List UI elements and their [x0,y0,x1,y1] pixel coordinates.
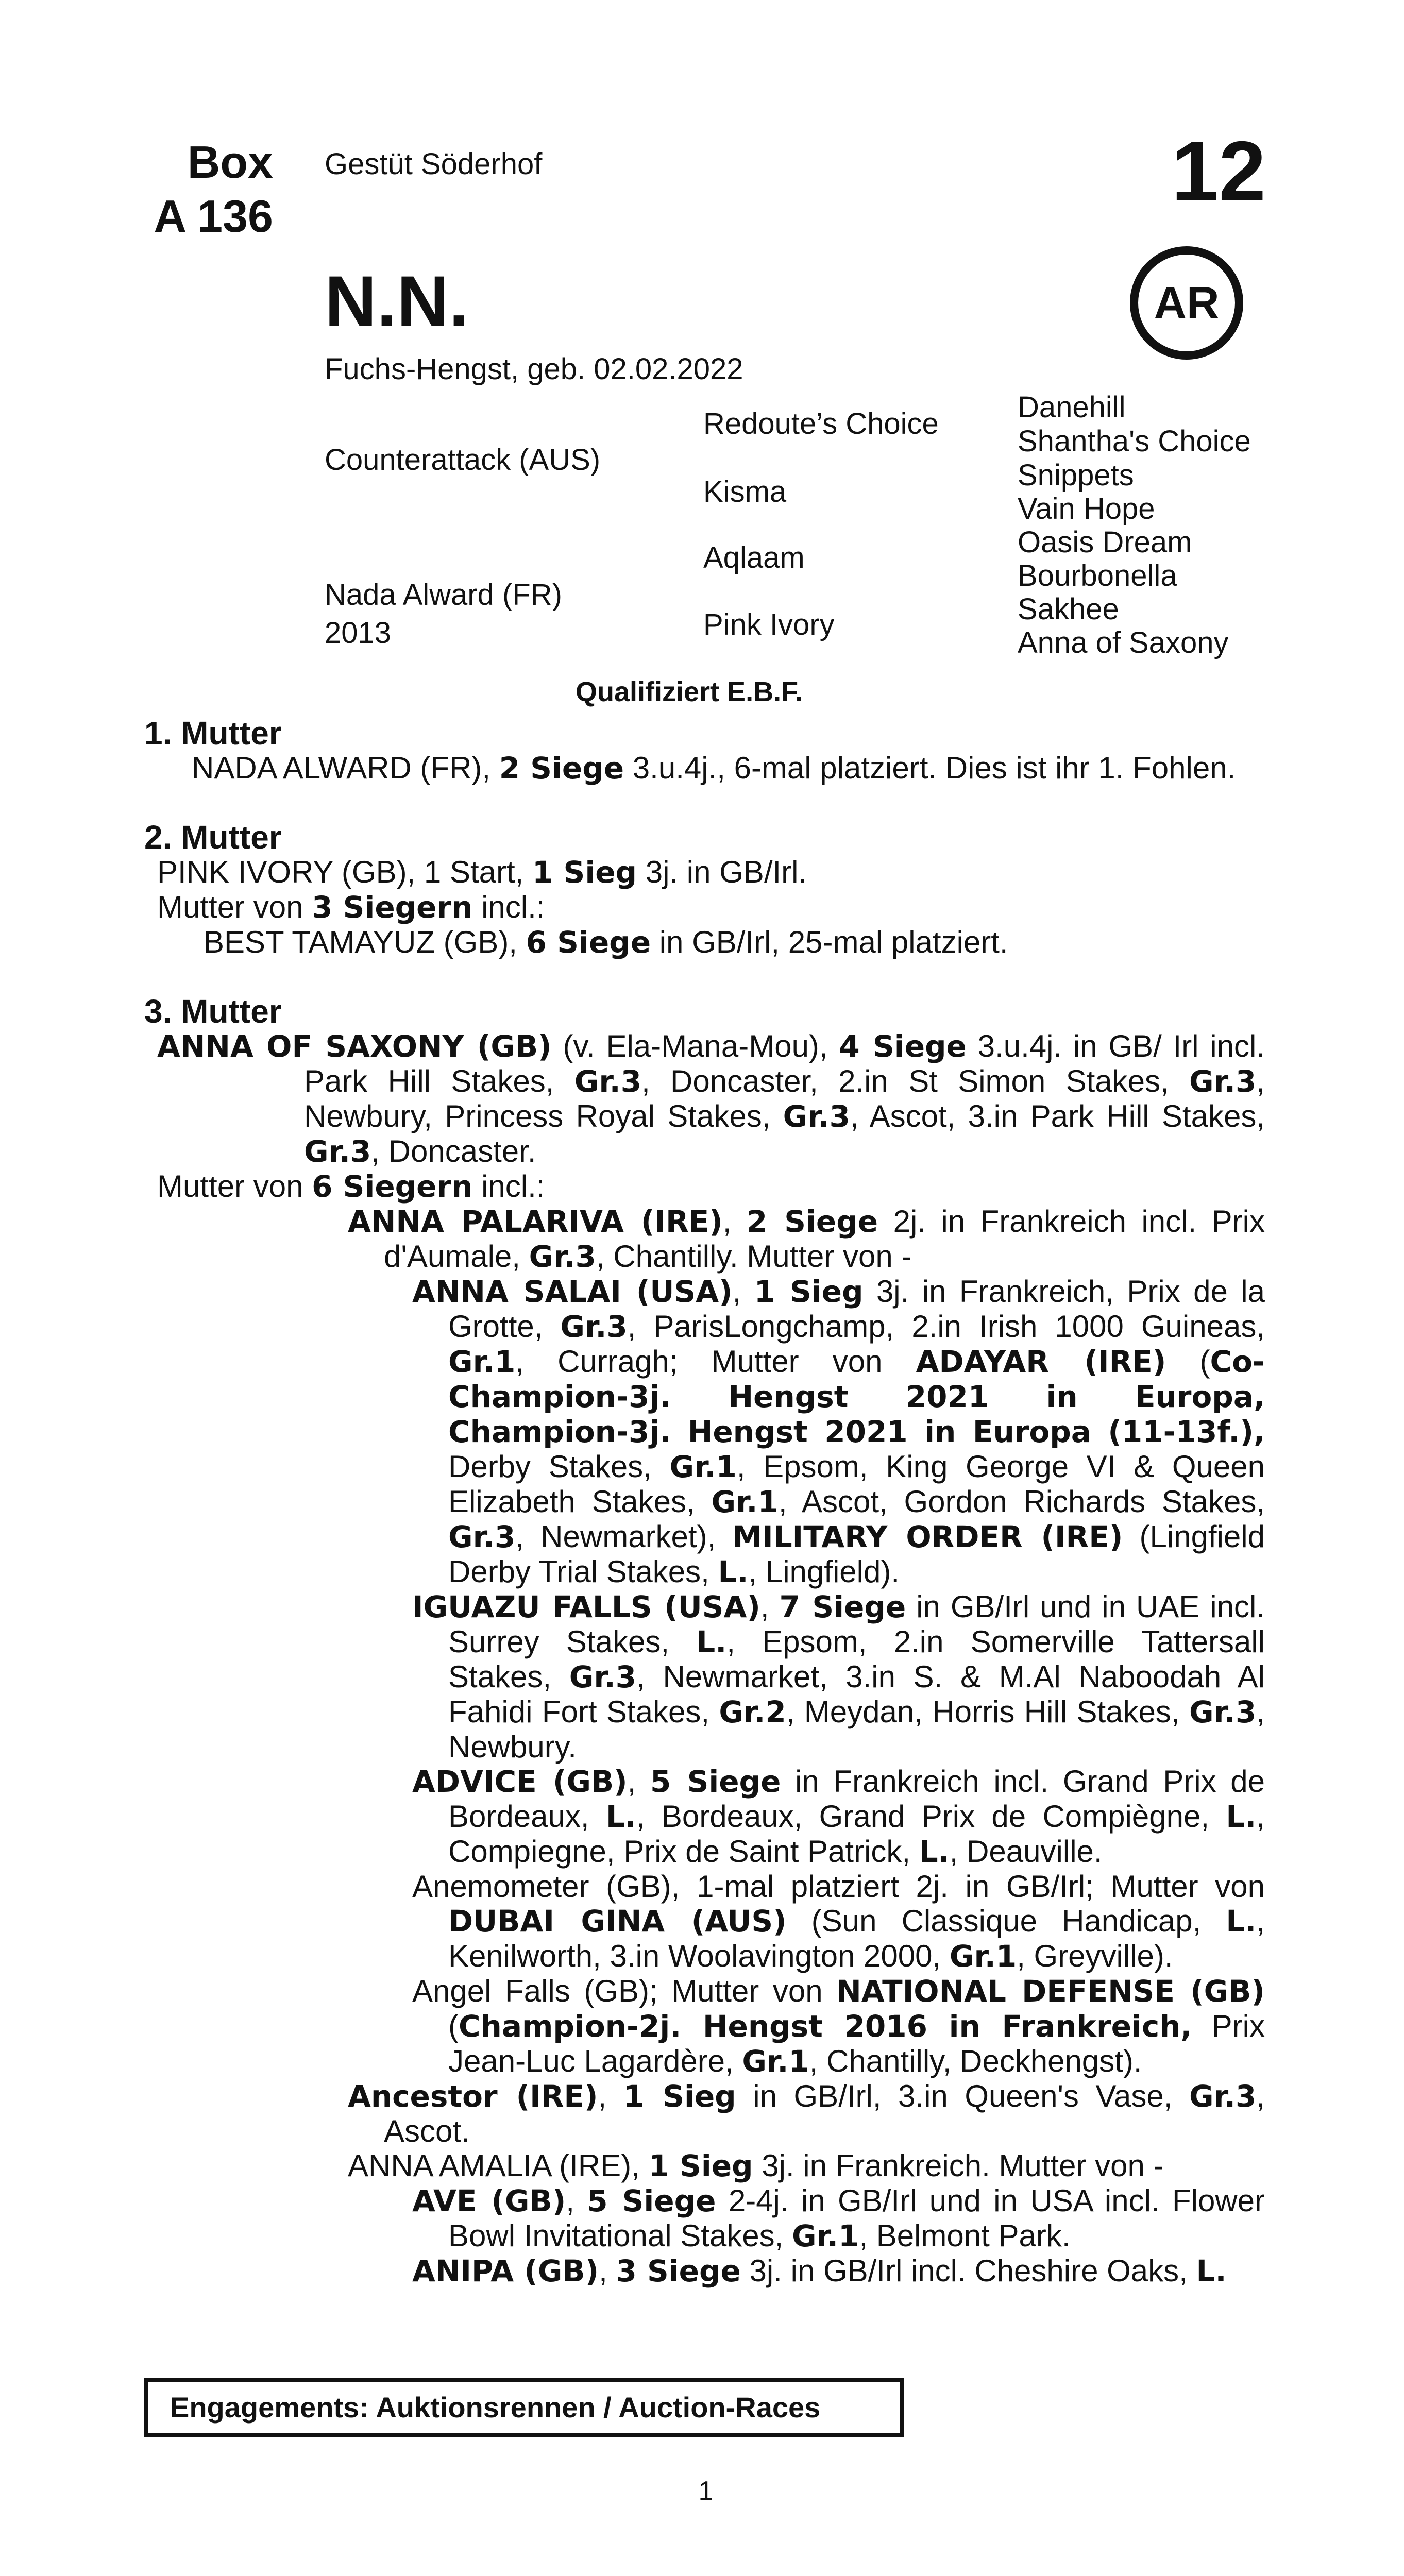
second-dam-produce: Mutter von 3 Siegern incl.: [157,890,545,925]
produce-entry: IGUAZU FALLS (USA), 7 Siege in GB/Irl und in UAE incl. Surrey Stakes, L., Epsom, 2.in Somerville Tattersall Stakes, Gr.3, Newmarket, 3.in S. & M.Al Naboodah Al Fahidi Fort Stakes, Gr.2, Meydan, Horris Hill Stakes, Gr.3, Newbury. [412,1589,1265,1764]
ar-badge-text: AR [1154,277,1220,328]
section-title: 1. Mutter [144,715,282,752]
horse-name: N.N. [325,261,469,342]
pedigree-great-grandparent: Bourbonella [1018,559,1177,592]
second-dam-winner: BEST TAMAYUZ (GB), 6 Siege in GB/Irl, 25-mal platziert. [204,925,1008,960]
box-label: Box [187,137,273,188]
family-details [144,716,1265,2323]
pedigree-dam-year: 2013 [325,616,392,650]
second-dam-section [144,820,1265,960]
section-title: 3. Mutter [144,993,282,1030]
produce-entry: Angel Falls (GB); Mutter von NATIONAL DEFENSE (GB) (Champion-2j. Hengst 2016 in Frankreich, Prix Jean-Luc Lagardère, Gr.1, Chantilly, Deckhengst). [412,1974,1265,2079]
produce-entry: ANNA PALARIVA (IRE), 2 Siege 2j. in Frankreich incl. Prix d'Aumale, Gr.3, Chantilly. Mutter von - [348,1204,1265,1274]
produce-entry: ANNA AMALIA (IRE), 1 Sieg 3j. in Frankreich. Mutter von - [348,2148,1164,2183]
second-dam-text: PINK IVORY (GB), 1 Start, 1 Sieg 3j. in GB/Irl. [157,855,807,890]
qualification-note: Qualifiziert E.B.F. [576,676,803,707]
third-dam-section [144,994,1265,2289]
page-number: 1 [698,2476,714,2506]
third-dam-produce: Mutter von 6 Siegern incl.: [157,1169,545,1204]
third-dam-text: ANNA OF SAXONY (GB) (v. Ela-Mana-Mou), 4 Siege 3.u.4j. in GB/ Irl incl. Park Hill Stakes, Gr.3, Doncaster, 2.in St Simon Stakes, Gr.3, Newbury, Princess Royal Stakes, Gr.3, Ascot, 3.in Park Hill Stakes, Gr.3, Doncaster. [157,1029,1265,1169]
engagements-text: Engagements: Auktionsrennen / Auction-Races [170,2391,821,2424]
pedigree-great-grandparent: Oasis Dream [1018,526,1192,559]
produce-list [144,1204,1265,2289]
engagements-box [144,2378,904,2437]
breeder-name: Gestüt Söderhof [325,147,543,181]
produce-entry: AVE (GB), 5 Siege 2-4j. in GB/Irl und in USA incl. Flower Bowl Invitational Stakes, Gr.1, Belmont Park. [412,2183,1265,2253]
box-id: A 136 [154,191,273,242]
box-number [144,135,273,243]
pedigree-grandparent: Redoute’s Choice [703,407,939,440]
ar-badge [1130,246,1243,360]
pedigree-grandparent: Kisma [703,475,787,509]
section-title: 2. Mutter [144,819,282,856]
pedigree-great-grandparent: Danehill [1018,391,1126,424]
horse-description: Fuchs-Hengst, geb. 02.02.2022 [325,352,743,386]
pedigree-great-grandparent: Vain Hope [1018,492,1155,526]
produce-entry: ADVICE (GB), 5 Siege in Frankreich incl. Grand Prix de Bordeaux, L., Bordeaux, Grand Prix de Compiègne, L., Compiegne, Prix de Saint Patrick, L., Deauville. [412,1764,1265,1869]
produce-entry: Ancestor (IRE), 1 Sieg in GB/Irl, 3.in Queen's Vase, Gr.3, Ascot. [348,2079,1265,2148]
first-dam-text: NADA ALWARD (FR), 2 Siege 3.u.4j., 6-mal platziert. Dies ist ihr 1. Fohlen. [192,751,1236,786]
produce-entry: ANNA SALAI (USA), 1 Sieg 3j. in Frankreich, Prix de la Grotte, Gr.3, ParisLongchamp, 2.in Irish 1000 Guineas, Gr.1, Curragh; Mutter von ADAYAR (IRE) (Co-Champion-3j. Hengst 2021 in Europa, Champion-3j. Hengst 2021 in Europa (11-13f.), Derby Stakes, Gr.1, Epsom, King George VI & Queen Elizabeth Stakes, Gr.1, Ascot, Gordon Richards Stakes, Gr.3, Newmarket), MILITARY ORDER (IRE) (Lingfield Derby Trial Stakes, L., Lingfield). [412,1274,1265,1589]
produce-entry: Anemometer (GB), 1-mal platziert 2j. in GB/Irl; Mutter von DUBAI GINA (AUS) (Sun Classique Handicap, L., Kenilworth, 3.in Woolavington 2000, Gr.1, Greyville). [412,1869,1265,1974]
pedigree-great-grandparent: Snippets [1018,459,1134,492]
pedigree-sire: Counterattack (AUS) [325,443,601,477]
pedigree-dam: Nada Alward (FR) [325,578,562,612]
pedigree-grandparent: Pink Ivory [703,608,835,641]
pedigree-grandparent: Aqlaam [703,541,805,574]
pedigree-great-grandparent: Anna of Saxony [1018,626,1229,659]
pedigree-great-grandparent: Shantha's Choice [1018,425,1251,458]
produce-entry: ANIPA (GB), 3 Siege 3j. in GB/Irl incl. Cheshire Oaks, L. [412,2253,1227,2289]
first-dam-section [144,716,1265,786]
pedigree-great-grandparent: Sakhee [1018,592,1119,626]
lot-number: 12 [1171,124,1266,218]
